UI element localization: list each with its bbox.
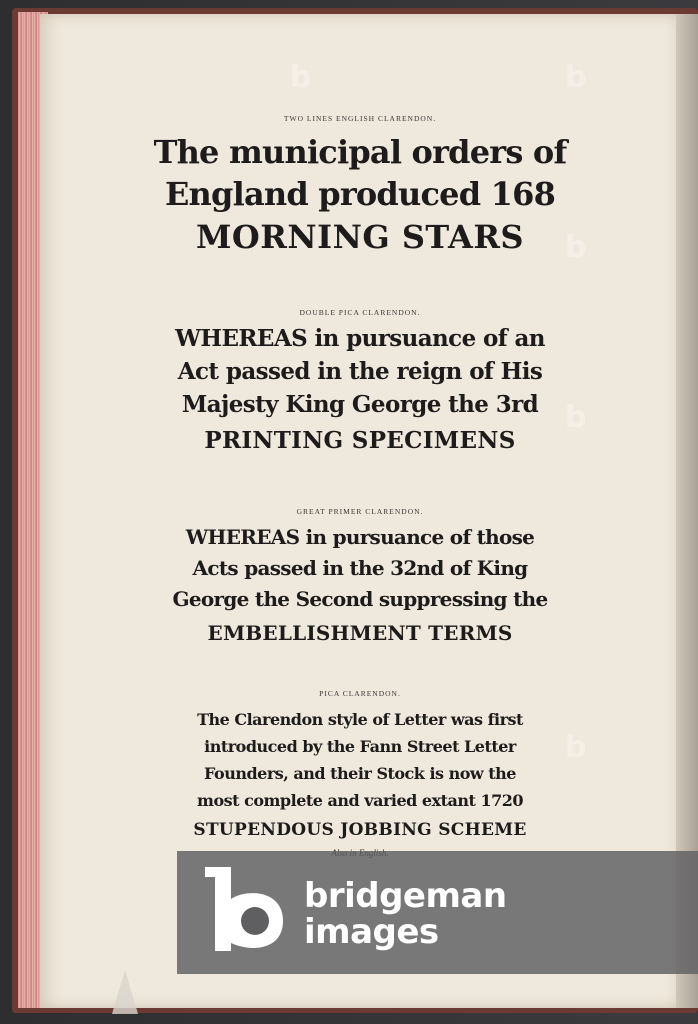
specimen-text <box>140 522 580 615</box>
specimen-line: Acts passed in the 32nd of King <box>192 556 528 580</box>
watermark-b-icon: b <box>565 60 587 95</box>
specimen-line: Founders, and their Stock is now the <box>204 764 516 783</box>
watermark-b-icon: b <box>565 400 587 435</box>
specimen-caps: MORNING STARS <box>195 218 525 256</box>
specimen-line: introduced by the Fann Street Letter <box>204 737 516 756</box>
specimen-line: WHEREAS in pursuance of an <box>175 325 545 352</box>
specimen-line: George the Second suppressing the <box>172 587 548 611</box>
specimen-line: The Clarendon style of Letter was first <box>197 710 523 729</box>
specimen-great-primer <box>140 507 580 651</box>
watermark-b-icon: b <box>290 60 312 95</box>
watermark-text-line1: bridgeman <box>304 876 507 916</box>
specimen-line: WHEREAS in pursuance of those <box>185 525 535 549</box>
specimen-pica <box>140 689 580 858</box>
watermark-b-icon: b <box>565 230 587 265</box>
specimen-two-lines-english <box>140 114 580 259</box>
watermark-text-line2: images <box>304 912 439 952</box>
watermark-b-icon: b <box>565 730 587 765</box>
specimen-line: Majesty King George the 3rd <box>181 391 539 418</box>
specimen-caption: PICA CLARENDON. <box>319 689 401 698</box>
specimen-text <box>140 322 580 421</box>
specimen-caption: DOUBLE PICA CLARENDON. <box>299 308 421 317</box>
bridgeman-b-logo-icon <box>205 867 285 951</box>
specimen-caption: GREAT PRIMER CLARENDON. <box>296 507 424 516</box>
specimen-caption: TWO LINES ENGLISH CLARENDON. <box>283 114 437 123</box>
specimen-caps: EMBELLISHMENT TERMS <box>207 621 513 645</box>
bookmark-ribbon <box>108 968 142 1014</box>
specimen-line: Act passed in the reign of His <box>177 358 543 385</box>
specimen-line: most complete and varied extant 1720 <box>197 791 523 810</box>
specimen-caps: PRINTING SPECIMENS <box>204 427 516 454</box>
specimen-text <box>140 131 580 215</box>
specimen-double-pica <box>140 308 580 461</box>
specimen-line: The municipal orders of <box>153 133 567 171</box>
specimen-caps: STUPENDOUS JOBBING SCHEME <box>193 820 527 840</box>
specimen-text <box>140 706 580 814</box>
specimen-line: England produced 168 <box>164 175 556 213</box>
